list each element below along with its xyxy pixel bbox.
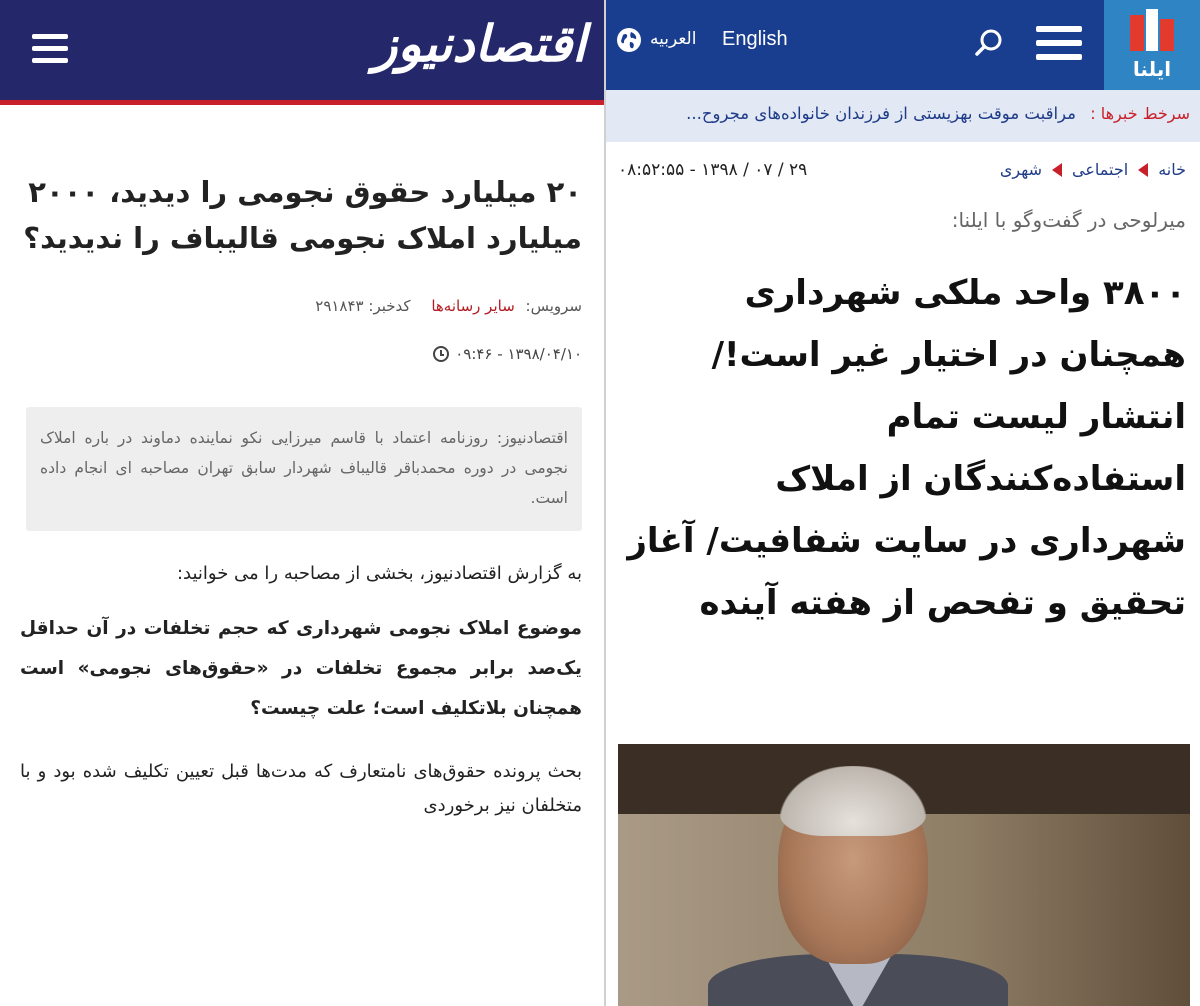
article-intro: به گزارش اقتصادنیوز، بخشی از مصاحبه را می خوانید:	[176, 563, 582, 584]
hamburger-menu-icon[interactable]	[1036, 26, 1082, 60]
article-body: بحث پرونده حقوق‌های نامتعارف که مدت‌ها قبل تعیین تکلیف شده بود و با متخلفان نیز برخوردی	[20, 761, 582, 816]
language-arabic-link[interactable]: العربیه	[650, 29, 697, 49]
article-meta	[20, 297, 582, 315]
search-icon[interactable]	[974, 28, 1004, 58]
date-text: ۱۳۹۸/۰۴/۱۰ - ۰۹:۴۶	[455, 345, 582, 363]
language-english-link[interactable]: English	[722, 28, 788, 50]
service-link[interactable]: سایر رسانه‌ها	[431, 297, 515, 315]
breadcrumb	[1000, 160, 1186, 179]
article-photo	[618, 744, 1190, 1006]
breadcrumb-item-social[interactable]: اجتماعی	[1072, 160, 1129, 179]
globe-icon[interactable]	[616, 27, 642, 53]
triangle-left-icon	[1138, 163, 1148, 177]
article-subtitle: میرلوحی در گفت‌وگو با ایلنا:	[951, 208, 1186, 232]
ticker-label: سرخط خبرها :	[1090, 104, 1190, 123]
clock-icon	[433, 346, 449, 362]
breadcrumb-item-urban[interactable]: شهری	[999, 160, 1043, 179]
site-logo[interactable]	[1104, 0, 1200, 90]
site-header	[0, 0, 604, 100]
article-title: ۳۸۰۰ واحد ملکی شهرداری همچنان در اختیار غیر است!/ انتشار لیست تمام استفاده‌کنندگان از املاک شهرداری در سایت شفافیت/ آغاز تحقیق و تفحص از هفته آینده	[627, 273, 1186, 623]
article-title: ۲۰ میلیارد حقوق نجومی را دیدید، ۲۰۰۰ میلیارد املاک نجومی قالیباف را ندیدید؟	[23, 175, 582, 255]
news-ticker	[606, 90, 1200, 142]
article-date	[20, 345, 582, 363]
breadcrumb-row	[606, 150, 1200, 194]
interview-question: موضوع املاک نجومی شهرداری که حجم تخلفات در آن حداقل یک‌صد برابر مجموع تخلفات در «حقوق‌های نجومی» است همچنان بلاتکلیف است؛ علت چیست؟	[20, 618, 582, 719]
code-label: کدخبر:	[368, 297, 411, 315]
service-label: سرویس:	[525, 297, 582, 315]
breadcrumb-item-home[interactable]: خانه	[1158, 160, 1186, 179]
site-header	[606, 0, 1200, 90]
article-lead: اقتصادنیوز: روزنامه اعتماد با قاسم میرزایی نکو نماینده دماوند در باره املاک نجومی در دوره محمدباقر قالیباف شهردار سابق تهران مصاحبه ای انجام داده است.	[26, 407, 582, 531]
site-logo[interactable]: اقتصادنیوز	[373, 14, 586, 73]
hamburger-menu-icon[interactable]	[32, 34, 68, 64]
logo-text: ایلنا	[1132, 57, 1172, 81]
ticker-headline[interactable]: مراقبت موقت بهزیستی از فرزندان خانواده‌های مجروح...	[686, 104, 1076, 123]
ilna-panel	[606, 0, 1200, 1006]
ilna-logo-mark	[1130, 9, 1174, 55]
code-value: ۲۹۱۸۴۳	[315, 297, 364, 315]
article-datetime: ۰۸:۵۲:۵۵ - ۱۳۹۸ / ۰۷ / ۲۹	[618, 160, 808, 180]
article-content	[20, 105, 582, 823]
triangle-left-icon	[1052, 163, 1062, 177]
